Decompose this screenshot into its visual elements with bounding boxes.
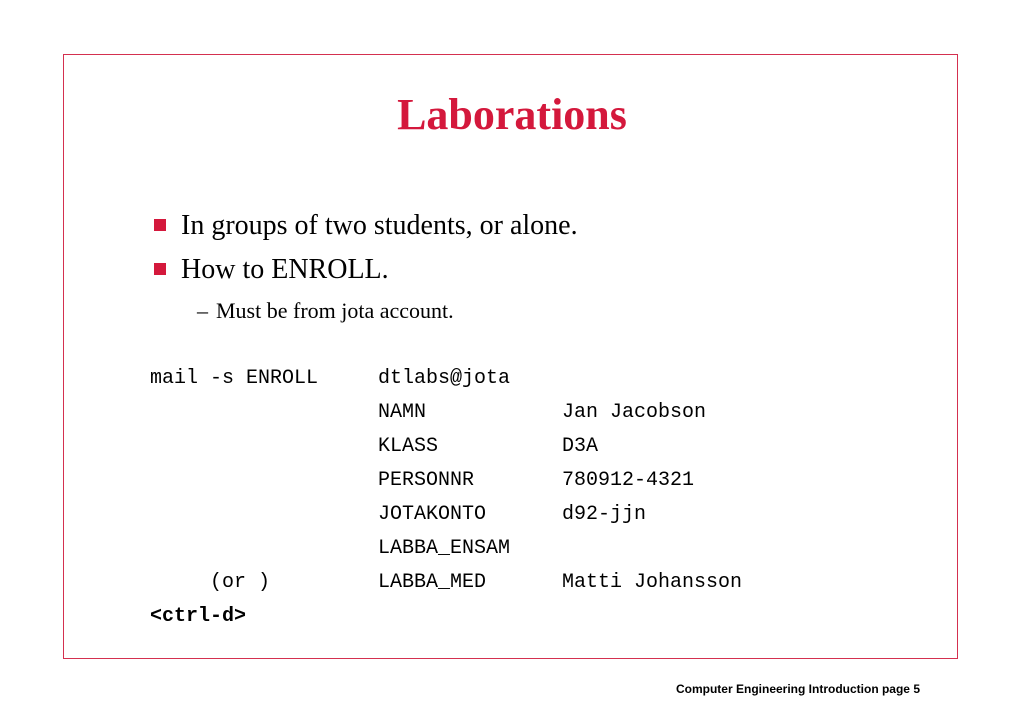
sub-bullet-item <box>197 300 454 322</box>
field-value: 780912-4321 <box>562 469 695 492</box>
field-value: d92-jjn <box>562 503 647 526</box>
bullet-text: In groups of two students, or alone. <box>181 210 578 241</box>
field-key: KLASS <box>378 435 439 458</box>
or-label: (or ) <box>210 571 271 594</box>
sub-bullet-text: Must be from jota account. <box>216 298 454 323</box>
command-address: dtlabs@jota <box>378 367 511 390</box>
field-key: NAMN <box>378 401 427 424</box>
command-terminator: <ctrl-d> <box>150 605 247 628</box>
slide-frame <box>63 54 958 659</box>
square-bullet-icon <box>154 219 166 231</box>
bullet-text: How to ENROLL. <box>181 254 389 285</box>
field-value: Jan Jacobson <box>562 401 707 424</box>
field-value: D3A <box>562 435 599 458</box>
bullet-item-groups <box>154 212 578 240</box>
field-key: PERSONNR <box>378 469 475 492</box>
dash-bullet: – <box>197 298 208 323</box>
field-key: LABBA_MED <box>378 571 487 594</box>
square-bullet-icon <box>154 263 166 275</box>
command-prefix: mail -s ENROLL <box>150 367 319 390</box>
field-key: LABBA_ENSAM <box>378 537 511 560</box>
slide-footer: Computer Engineering Introduction page 5 <box>675 682 920 696</box>
field-key: JOTAKONTO <box>378 503 487 526</box>
slide-title: Laborations <box>397 90 627 139</box>
field-value: Matti Johansson <box>562 571 743 594</box>
bullet-item-enroll <box>154 256 389 284</box>
